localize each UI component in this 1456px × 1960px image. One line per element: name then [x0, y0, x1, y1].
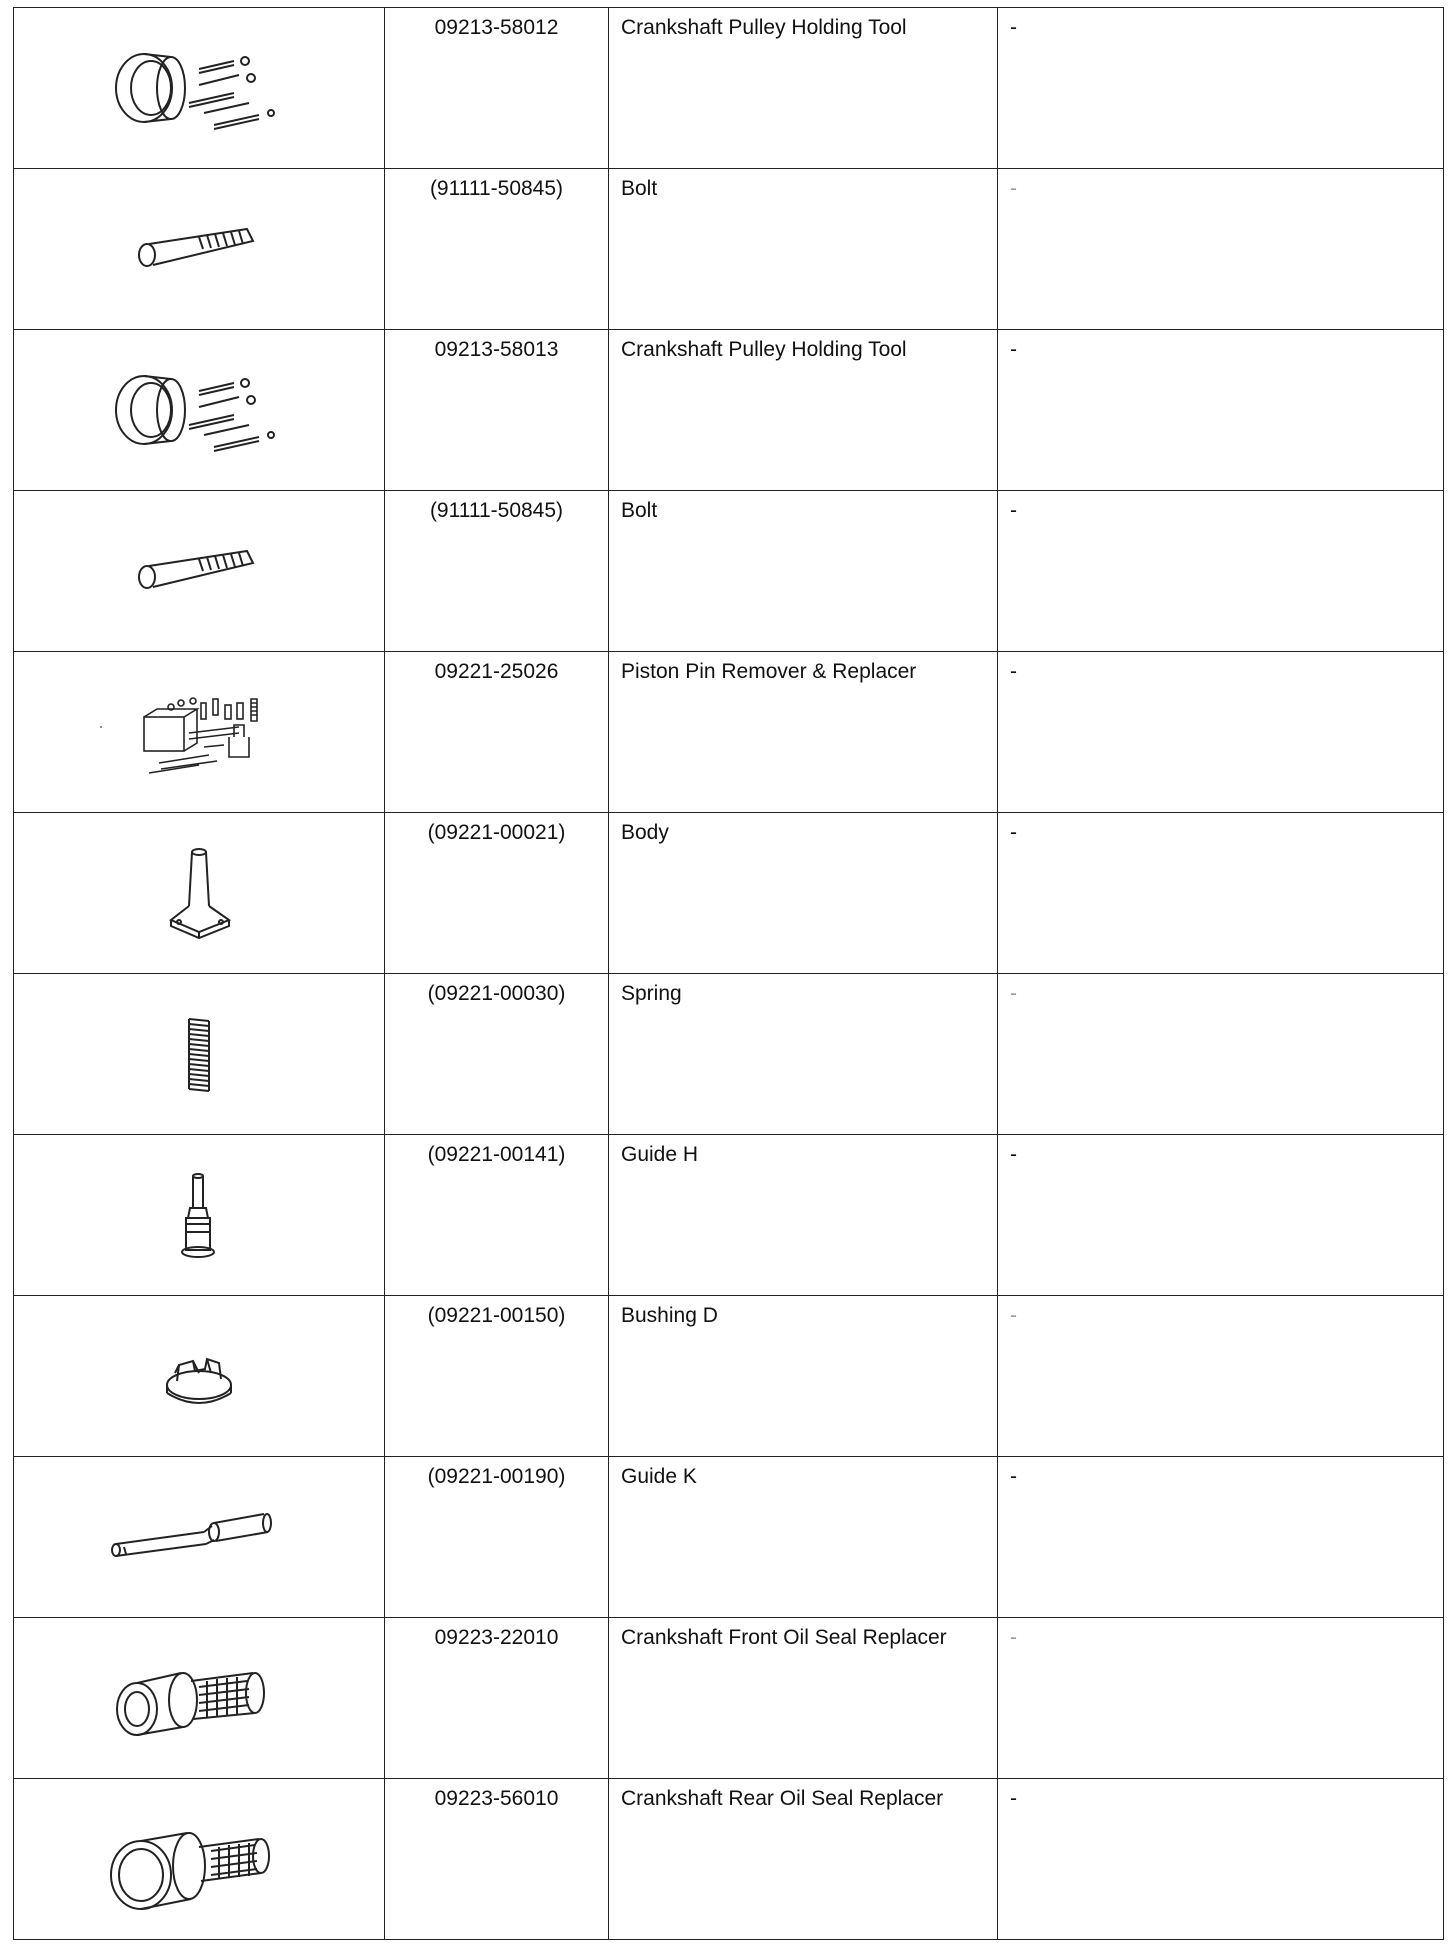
note: -: [1010, 1626, 1017, 1649]
tool-name: Bolt: [621, 499, 658, 522]
part-number-cell: [385, 1296, 609, 1457]
part-number: (91111-50845): [429, 499, 564, 522]
part-number-cell: [385, 1457, 609, 1618]
note: -: [1010, 1787, 1017, 1810]
part-number: (09221-00141): [427, 1143, 566, 1166]
note: -: [1010, 16, 1017, 39]
tool-name-cell: [609, 169, 998, 330]
body-icon: [149, 838, 249, 948]
note: -: [1010, 660, 1017, 683]
table-row: [14, 652, 1444, 813]
part-number-cell: [385, 330, 609, 491]
tool-name-cell: [609, 1457, 998, 1618]
note: -: [1010, 338, 1017, 361]
pulley-holding-tool-icon: [99, 33, 299, 143]
table-row: [14, 491, 1444, 652]
tool-name: Crankshaft Front Oil Seal Replacer: [621, 1626, 947, 1649]
guide-k-icon: [104, 1492, 294, 1582]
note: -: [1010, 821, 1017, 844]
special-tools-table: [13, 7, 1444, 1940]
part-number-cell: [385, 8, 609, 169]
part-number-cell: [385, 813, 609, 974]
rear-oil-seal-replacer-icon: [99, 1799, 299, 1919]
bushing-icon: [149, 1331, 249, 1421]
note-cell: [998, 974, 1444, 1135]
tool-illustration-cell: [14, 169, 385, 330]
table-row: [14, 8, 1444, 169]
tool-name: Guide H: [621, 1143, 699, 1166]
note-cell: [998, 1618, 1444, 1779]
tool-name: Crankshaft Rear Oil Seal Replacer: [621, 1787, 944, 1810]
tool-illustration-cell: [14, 1296, 385, 1457]
tool-illustration-cell: [14, 8, 385, 169]
tool-illustration-cell: [14, 1457, 385, 1618]
tool-name-cell: [609, 1135, 998, 1296]
table-row: [14, 974, 1444, 1135]
bolt-icon: [129, 219, 269, 279]
note-cell: [998, 1296, 1444, 1457]
note-cell: [998, 491, 1444, 652]
part-number: 09223-56010: [434, 1787, 559, 1810]
part-number: 09221-25026: [434, 660, 559, 683]
table-row: [14, 1779, 1444, 1940]
table-row: [14, 1457, 1444, 1618]
table-row: [14, 1618, 1444, 1779]
tool-name-cell: [609, 652, 998, 813]
part-number-cell: [385, 1618, 609, 1779]
table-row: [14, 1296, 1444, 1457]
part-number: (09221-00150): [427, 1304, 566, 1327]
tool-name-cell: [609, 1779, 998, 1940]
note: -: [1010, 982, 1017, 1005]
table-row: [14, 1135, 1444, 1296]
front-oil-seal-replacer-icon: [99, 1643, 299, 1753]
tool-illustration-cell: [14, 491, 385, 652]
note-cell: [998, 1779, 1444, 1940]
tool-name: Guide K: [621, 1465, 697, 1488]
note: -: [1010, 1143, 1017, 1166]
note-cell: [998, 169, 1444, 330]
part-number-cell: [385, 1779, 609, 1940]
bolt-icon: [129, 541, 269, 601]
tool-name-cell: [609, 330, 998, 491]
tool-name: Piston Pin Remover & Replacer: [621, 660, 917, 683]
note: -: [1010, 1465, 1017, 1488]
part-number-cell: [385, 1135, 609, 1296]
part-number: 09213-58013: [434, 338, 559, 361]
note-cell: [998, 8, 1444, 169]
tool-name-cell: [609, 8, 998, 169]
tool-illustration-cell: [14, 1618, 385, 1779]
part-number: 09223-22010: [434, 1626, 559, 1649]
table-row: [14, 169, 1444, 330]
tool-illustration-cell: [14, 974, 385, 1135]
part-number: (09221-00190): [427, 1465, 566, 1488]
tool-name: Crankshaft Pulley Holding Tool: [621, 16, 907, 39]
spring-icon: [169, 999, 229, 1109]
part-number-cell: [385, 652, 609, 813]
table-row: [14, 330, 1444, 491]
tool-illustration-cell: [14, 652, 385, 813]
tool-name-cell: [609, 1296, 998, 1457]
note-cell: [998, 1135, 1444, 1296]
part-number: 09213-58012: [434, 16, 559, 39]
tool-name: Body: [621, 821, 669, 844]
part-number: (91111-50845): [429, 177, 564, 200]
note-cell: [998, 1457, 1444, 1618]
tool-name: Crankshaft Pulley Holding Tool: [621, 338, 907, 361]
tool-name: Spring: [621, 982, 682, 1005]
tool-illustration-cell: [14, 813, 385, 974]
part-number-cell: [385, 491, 609, 652]
pulley-holding-tool-icon: [99, 355, 299, 465]
note-cell: [998, 652, 1444, 813]
part-number-cell: [385, 169, 609, 330]
tool-name-cell: [609, 1618, 998, 1779]
table-row: [14, 813, 1444, 974]
tool-name: Bushing D: [621, 1304, 718, 1327]
note: -: [1010, 1304, 1017, 1327]
piston-pin-tool-set-icon: [89, 677, 309, 787]
tool-illustration-cell: [14, 1779, 385, 1940]
tool-name-cell: [609, 491, 998, 652]
part-number: (09221-00021): [427, 821, 566, 844]
part-number: (09221-00030): [427, 982, 566, 1005]
part-number-cell: [385, 974, 609, 1135]
note-cell: [998, 330, 1444, 491]
tool-name: Bolt: [621, 177, 658, 200]
note: -: [1010, 499, 1017, 522]
note-cell: [998, 813, 1444, 974]
tool-name-cell: [609, 813, 998, 974]
tool-name-cell: [609, 974, 998, 1135]
note: -: [1010, 177, 1017, 200]
guide-h-icon: [164, 1160, 234, 1270]
tool-illustration-cell: [14, 1135, 385, 1296]
tool-illustration-cell: [14, 330, 385, 491]
